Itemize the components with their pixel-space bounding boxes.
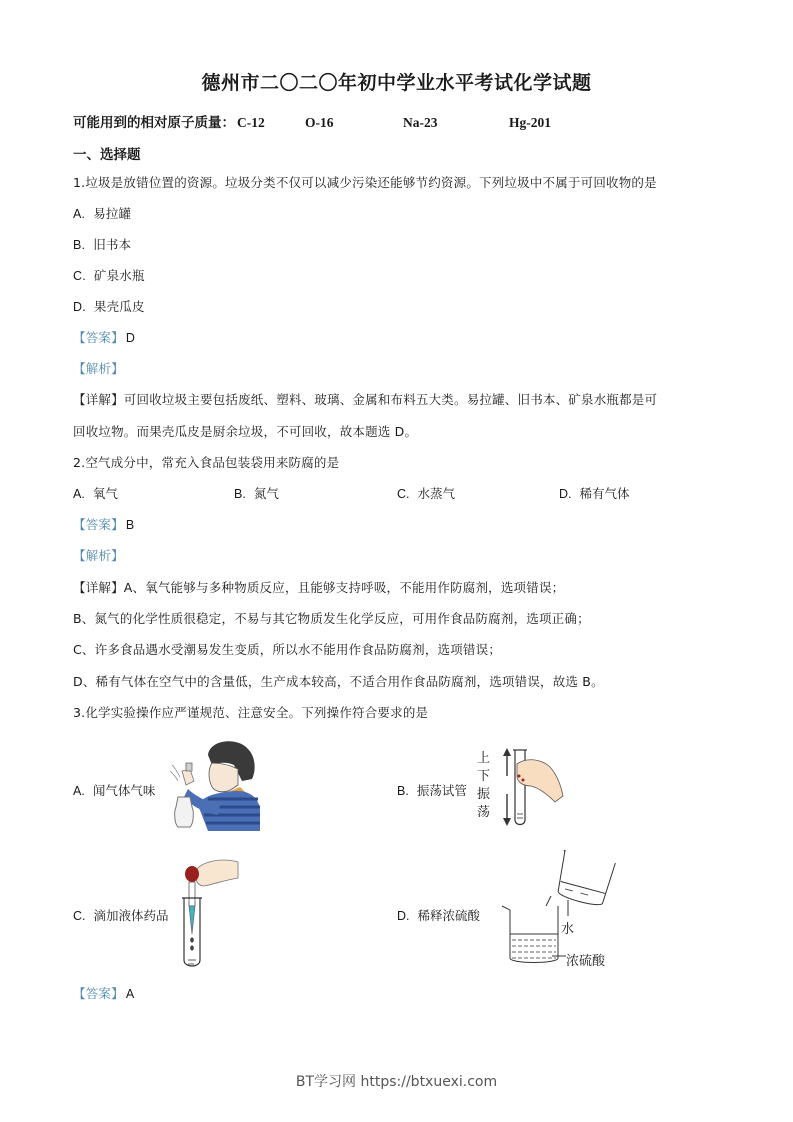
q2-option-b: B. 氮气 <box>234 486 279 501</box>
q1-option-c: C. 矿泉水瓶 <box>73 268 145 283</box>
dropper-test-tube-figure <box>180 856 242 972</box>
water-label: 水 <box>561 922 575 937</box>
q1-option-d: D. 果壳瓜皮 <box>73 299 145 314</box>
q2-answer: 【答案】 B <box>73 517 135 532</box>
q2-detail-line-1: 【详解】A、氧气能够与多种物质反应，且能够支持呼吸，不能用作防腐剂，选项错误； <box>73 580 565 595</box>
acid-label: 浓硫酸 <box>566 954 606 969</box>
q2-stem: 2.空气成分中，常充入食品包装袋用来防腐的是 <box>73 455 340 470</box>
q2-detail-line-4: D、稀有气体在空气中的含量低，生产成本较高，不适合用作食品防腐剂，选项错误，故选 B。 <box>73 674 604 689</box>
q3-option-a: A. 闻气体气味 <box>73 783 156 798</box>
q1-answer: 【答案】 D <box>73 330 136 345</box>
section-heading: 一、选择题 <box>73 147 141 163</box>
shaking-test-tube-figure <box>495 746 565 830</box>
q1-analysis-label: 【解析】 <box>73 361 124 376</box>
q2-option-d: D. 稀有气体 <box>559 486 630 501</box>
mass-hg: Hg-201 <box>509 115 551 130</box>
mass-o: O-16 <box>305 115 334 130</box>
q2-option-c: C. 水蒸气 <box>397 486 456 501</box>
q2-option-a: A. 氧气 <box>73 486 118 501</box>
q3-option-d: D. 稀释浓硫酸 <box>397 908 481 923</box>
q1-detail-line-1: 【详解】可回收垃圾主要包括废纸、塑料、玻璃、金属和布料五大类。易拉罐、旧书本、矿泉水瓶都是可 <box>73 392 658 407</box>
mass-na: Na-23 <box>403 115 438 130</box>
q3-option-b: B. 振荡试管 <box>397 783 467 798</box>
q2-detail-line-3: C、许多食品遇水受潮易发生变质，所以水不能用作食品防腐剂，选项错误； <box>73 642 502 657</box>
q2-options <box>73 484 733 502</box>
shake-direction-text: 上 下 振 荡 <box>477 751 491 820</box>
q1-option-a: A. 易拉罐 <box>73 206 132 221</box>
q1-option-b: B. 旧书本 <box>73 237 132 252</box>
arrow-up-icon <box>503 748 511 756</box>
droplet-icon <box>190 937 194 942</box>
page-title: 德州市二〇二〇年初中学业水平考试化学试题 <box>201 72 592 94</box>
q1-detail-line-2: 回收垃物。而果壳瓜皮是厨余垃圾，不可回收，故本题选 D。 <box>73 424 418 439</box>
arrow-down-icon <box>503 818 511 826</box>
atomic-masses <box>73 111 551 131</box>
atomic-masses-label: 可能用到的相对原子质量： <box>73 115 235 131</box>
person-smelling-gas-figure <box>168 735 264 831</box>
q3-answer: 【答案】 A <box>73 986 135 1001</box>
q2-detail-line-2: B、氮气的化学性质很稳定，不易与其它物质发生化学反应，可用作食品防腐剂，选项正确； <box>73 611 590 626</box>
q3-stem: 3.化学实验操作应严谨规范、注意安全。下列操作符合要求的是 <box>73 705 429 720</box>
footer-watermark: BT学习网 https://btxuexi.com <box>295 1074 498 1090</box>
q2-analysis-label: 【解析】 <box>73 548 124 563</box>
q3-option-c: C. 滴加液体药品 <box>73 908 169 923</box>
mass-c: C-12 <box>237 115 265 130</box>
q1-stem: 1.垃圾是放错位置的资源。垃圾分类不仅可以减少污染还能够节约资源。下列垃圾中不属于可回收物的是 <box>73 175 657 190</box>
